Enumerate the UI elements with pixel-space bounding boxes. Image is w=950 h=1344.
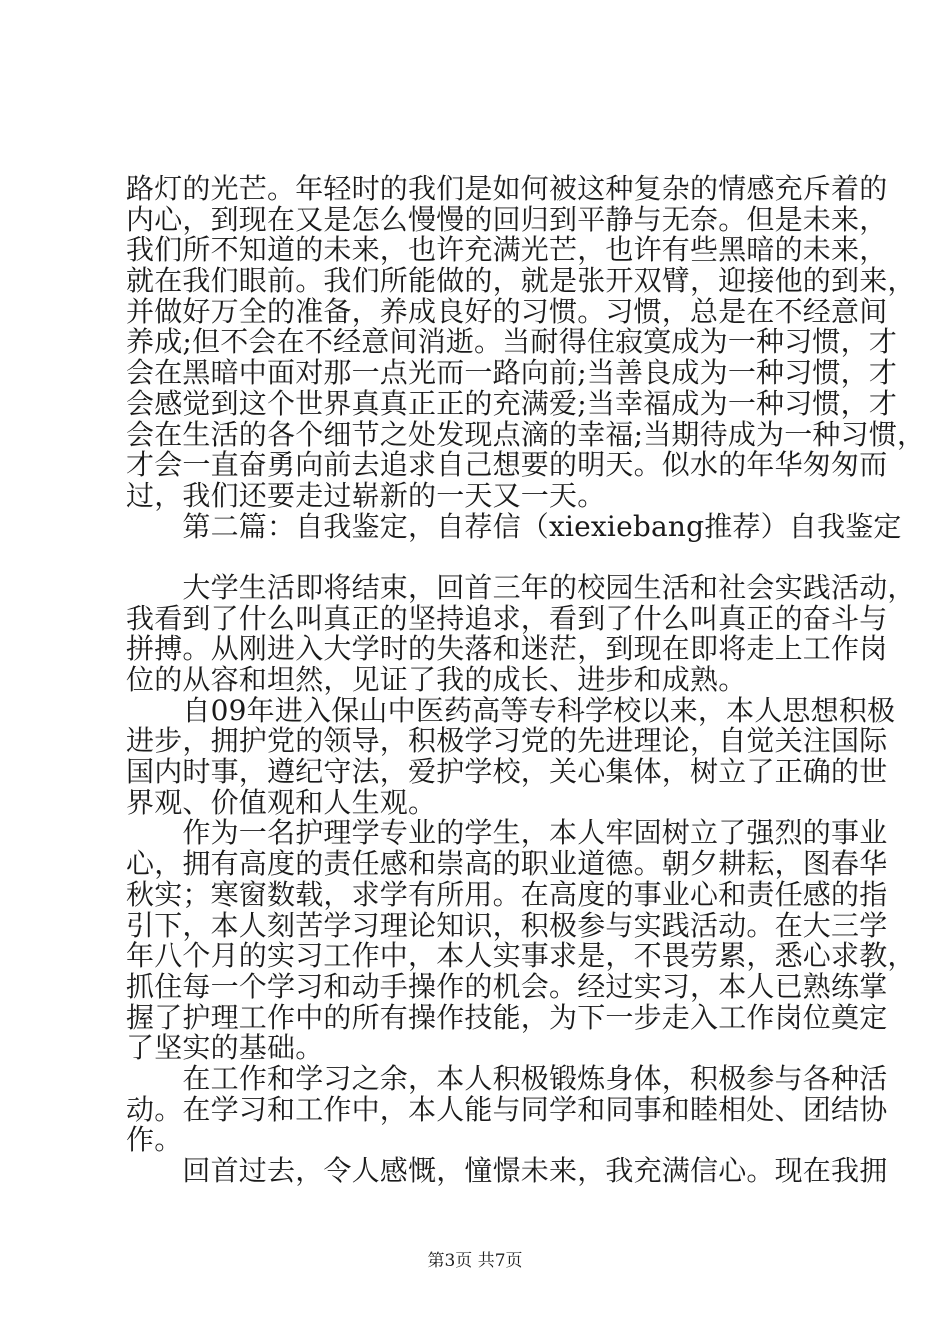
text-line: 作为一名护理学专业的学生，本人牢固树立了强烈的事业 bbox=[126, 816, 888, 850]
text-line: 就在我们眼前。我们所能做的，就是张开双臂，迎接他的到来， bbox=[126, 264, 916, 298]
text-line: 过，我们还要走过崭新的一天又一天。 bbox=[126, 478, 606, 512]
text-line: 养成;但不会在不经意间消逝。当耐得住寂寞成为一种习惯，才 bbox=[126, 325, 898, 359]
text-line: 握了护理工作中的所有操作技能，为下一步走入工作岗位奠定 bbox=[126, 1000, 888, 1034]
text-line: 才会一直奋勇向前去追求自己想要的明天。似水的年华匆匆而 bbox=[126, 448, 888, 482]
text-line: 自09年进入保山中医药高等专科学校以来，本人思想积极 bbox=[126, 693, 896, 727]
text-line: 内心，到现在又是怎么慢慢的回归到平静与无奈。但是未来， bbox=[126, 202, 888, 236]
text-line: 动。在学习和工作中，本人能与同学和同事和睦相处、团结协 bbox=[126, 1092, 888, 1126]
text-line: 大学生活即将结束，回首三年的校园生活和社会实践活动， bbox=[126, 570, 916, 604]
text-line: 秋实；寒窗数载，求学有所用。在高度的事业心和责任感的指 bbox=[126, 877, 888, 911]
blank-line bbox=[126, 542, 846, 573]
text-line: 国内时事，遵纪守法，爱护学校，关心集体，树立了正确的世 bbox=[126, 755, 888, 789]
text-line: 会在生活的各个细节之处发现点滴的幸福;当期待成为一种习惯， bbox=[126, 417, 926, 451]
document-body bbox=[126, 172, 926, 1187]
text-line: 了坚实的基础。 bbox=[126, 1031, 324, 1065]
text-line: 在工作和学习之余，本人积极锻炼身体，积极参与各种活 bbox=[126, 1061, 888, 1095]
text-line: 我看到了什么叫真正的坚持追求，看到了什么叫真正的奋斗与 bbox=[126, 601, 888, 635]
text-line: 界观、价值观和人生观。 bbox=[126, 785, 437, 819]
section-heading: 第二篇：自我鉴定，自荐信（xiexiebang推荐）自我鉴定 bbox=[126, 509, 902, 543]
text-line: 我们所不知道的未来，也许充满光芒，也许有些黑暗的未来， bbox=[126, 233, 888, 267]
text-line: 并做好万全的准备，养成良好的习惯。习惯，总是在不经意间 bbox=[126, 294, 888, 328]
text-line: 拼搏。从刚进入大学时的失落和迷茫，到现在即将走上工作岗 bbox=[126, 632, 888, 666]
text-line: 进步，拥护党的领导，积极学习党的先进理论，自觉关注国际 bbox=[126, 724, 888, 758]
text-line: 路灯的光芒。年轻时的我们是如何被这种复杂的情感充斥着的 bbox=[126, 172, 888, 205]
text-line: 位的从容和坦然，见证了我的成长、进步和成熟。 bbox=[126, 663, 747, 696]
text-line: 回首过去，令人感慨，憧憬未来，我充满信心。现在我拥 bbox=[126, 1154, 888, 1187]
text-line: 心，拥有高度的责任感和崇高的职业道德。朝夕耕耘，图春华 bbox=[126, 847, 888, 881]
text-line: 年八个月的实习工作中，本人实事求是，不畏劳累，悉心求教， bbox=[126, 939, 916, 973]
text-line: 抓住每一个学习和动手操作的机会。经过实习，本人已熟练掌 bbox=[126, 969, 888, 1003]
text-line: 引下，本人刻苦学习理论知识，积极参与实践活动。在大三学 bbox=[126, 908, 888, 942]
page-number-footer: 第3页 共7页 bbox=[427, 1251, 523, 1271]
text-line: 会感觉到这个世界真真正正的充满爱;当幸福成为一种习惯，才 bbox=[126, 386, 898, 420]
text-line: 会在黑暗中面对那一点光而一路向前;当善良成为一种习惯，才 bbox=[126, 356, 898, 390]
text-line: 作。 bbox=[126, 1123, 183, 1157]
